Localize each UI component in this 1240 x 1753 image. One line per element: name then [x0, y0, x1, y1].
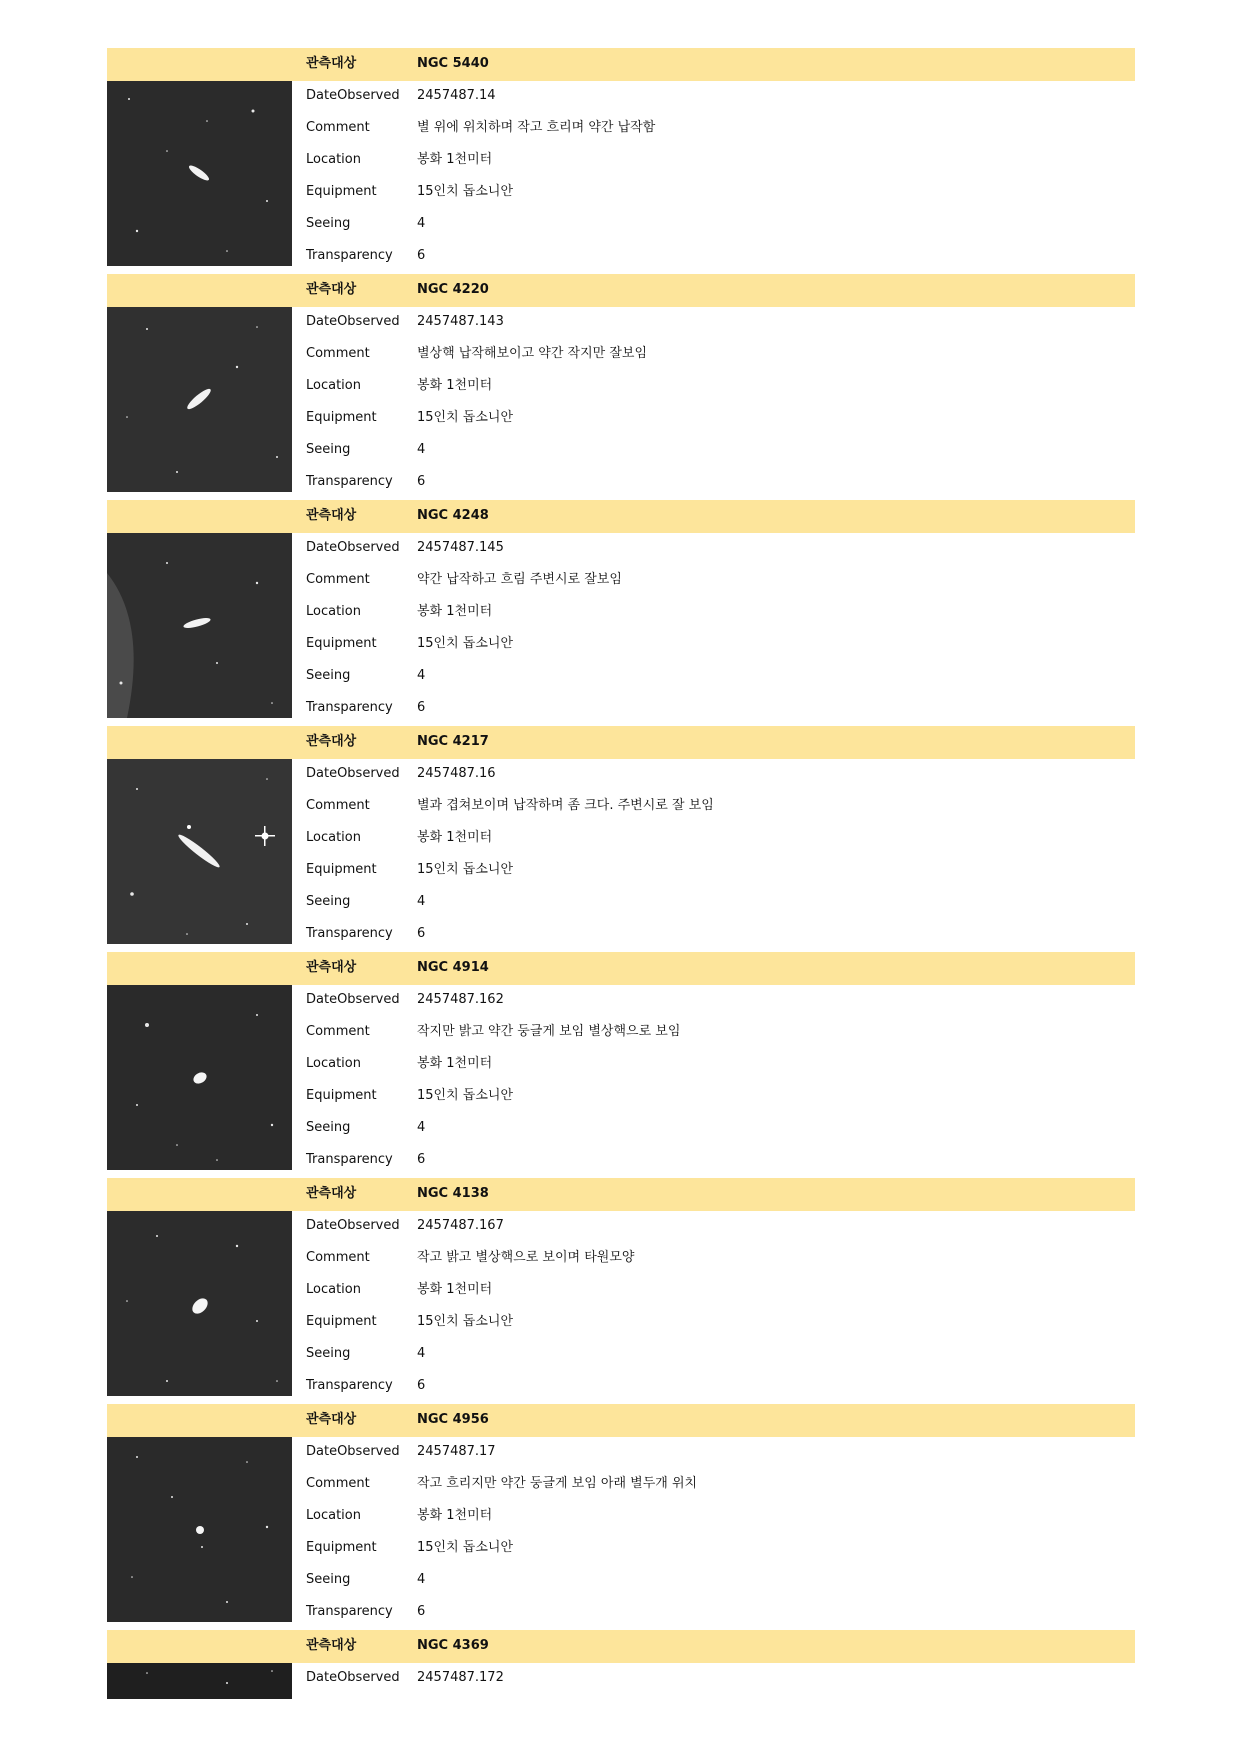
location-label: Location [306, 378, 361, 393]
date-value: 2457487.172 [417, 1670, 504, 1685]
equipment-label: Equipment [306, 862, 377, 877]
target-label: 관측대상 [306, 282, 357, 297]
comment-label: Comment [306, 1250, 370, 1265]
comment-label: Comment [306, 1476, 370, 1491]
location-label: Location [306, 1282, 361, 1297]
transparency-value: 6 [417, 1378, 426, 1393]
observation-entry [107, 952, 1135, 1178]
equipment-value: 15인치 돕소니안 [417, 1314, 514, 1329]
date-label: DateObserved [306, 1218, 400, 1233]
equipment-value: 15인치 돕소니안 [417, 1088, 514, 1103]
transparency-label: Transparency [306, 248, 393, 263]
target-name: NGC 4956 [417, 1412, 489, 1427]
seeing-value: 4 [417, 1120, 426, 1135]
seeing-label: Seeing [306, 216, 351, 231]
location-value: 봉화 1천미터 [417, 1282, 493, 1297]
equipment-label: Equipment [306, 1314, 377, 1329]
target-label: 관측대상 [306, 508, 357, 523]
galaxy-photo [107, 307, 292, 492]
target-label: 관측대상 [306, 1638, 357, 1653]
target-name: NGC 4914 [417, 960, 489, 975]
galaxy-photo [107, 1663, 292, 1699]
equipment-value: 15인치 돕소니안 [417, 410, 514, 425]
date-label: DateObserved [306, 1670, 400, 1685]
observation-entry [107, 1178, 1135, 1404]
equipment-value: 15인치 돕소니안 [417, 862, 514, 877]
transparency-label: Transparency [306, 700, 393, 715]
location-label: Location [306, 830, 361, 845]
target-label: 관측대상 [306, 734, 357, 749]
comment-value: 별 위에 위치하며 작고 흐리며 약간 납작함 [417, 120, 656, 135]
date-value: 2457487.143 [417, 314, 504, 329]
comment-value: 별상핵 납작해보이고 약간 작지만 잘보임 [417, 346, 648, 361]
equipment-label: Equipment [306, 410, 377, 425]
observation-entry [107, 1630, 1135, 1703]
equipment-value: 15인치 돕소니안 [417, 1540, 514, 1555]
location-value: 봉화 1천미터 [417, 152, 493, 167]
observation-log [107, 48, 1135, 1703]
comment-value: 작지만 밝고 약간 둥글게 보임 별상핵으로 보임 [417, 1024, 681, 1039]
observation-entry [107, 274, 1135, 500]
target-name: NGC 4220 [417, 282, 489, 297]
equipment-label: Equipment [306, 184, 377, 199]
target-label: 관측대상 [306, 56, 357, 71]
location-value: 봉화 1천미터 [417, 378, 493, 393]
galaxy-photo [107, 1211, 292, 1396]
seeing-label: Seeing [306, 442, 351, 457]
date-label: DateObserved [306, 1444, 400, 1459]
date-label: DateObserved [306, 766, 400, 781]
transparency-label: Transparency [306, 1152, 393, 1167]
equipment-label: Equipment [306, 636, 377, 651]
observation-entry [107, 48, 1135, 274]
location-label: Location [306, 1056, 361, 1071]
transparency-value: 6 [417, 700, 426, 715]
target-name: NGC 4217 [417, 734, 489, 749]
seeing-label: Seeing [306, 668, 351, 683]
seeing-label: Seeing [306, 1572, 351, 1587]
target-name: NGC 4369 [417, 1638, 489, 1653]
galaxy-photo [107, 759, 292, 944]
transparency-value: 6 [417, 1152, 426, 1167]
date-value: 2457487.17 [417, 1444, 496, 1459]
target-name: NGC 4138 [417, 1186, 489, 1201]
date-label: DateObserved [306, 314, 400, 329]
transparency-label: Transparency [306, 926, 393, 941]
date-label: DateObserved [306, 992, 400, 1007]
location-value: 봉화 1천미터 [417, 1056, 493, 1071]
seeing-value: 4 [417, 1572, 426, 1587]
comment-value: 작고 흐리지만 약간 둥글게 보임 아래 별두개 위치 [417, 1476, 698, 1491]
transparency-label: Transparency [306, 1378, 393, 1393]
seeing-label: Seeing [306, 1120, 351, 1135]
transparency-label: Transparency [306, 474, 393, 489]
galaxy-photo [107, 533, 292, 718]
comment-label: Comment [306, 572, 370, 587]
galaxy-photo [107, 81, 292, 266]
date-label: DateObserved [306, 88, 400, 103]
transparency-value: 6 [417, 1604, 426, 1619]
location-value: 봉화 1천미터 [417, 1508, 493, 1523]
observation-entry [107, 1404, 1135, 1630]
seeing-value: 4 [417, 894, 426, 909]
location-label: Location [306, 604, 361, 619]
comment-value: 약간 납작하고 흐림 주변시로 잘보임 [417, 572, 622, 587]
date-value: 2457487.167 [417, 1218, 504, 1233]
location-label: Location [306, 1508, 361, 1523]
galaxy-photo [107, 1437, 292, 1622]
location-value: 봉화 1천미터 [417, 830, 493, 845]
target-label: 관측대상 [306, 1412, 357, 1427]
observation-entry [107, 500, 1135, 726]
seeing-value: 4 [417, 668, 426, 683]
transparency-value: 6 [417, 248, 426, 263]
equipment-label: Equipment [306, 1540, 377, 1555]
target-label: 관측대상 [306, 1186, 357, 1201]
transparency-value: 6 [417, 474, 426, 489]
observation-entry [107, 726, 1135, 952]
comment-value: 별과 겹쳐보이며 납작하며 좀 크다. 주변시로 잘 보임 [417, 798, 714, 813]
comment-label: Comment [306, 1024, 370, 1039]
date-value: 2457487.162 [417, 992, 504, 1007]
comment-label: Comment [306, 346, 370, 361]
date-label: DateObserved [306, 540, 400, 555]
seeing-label: Seeing [306, 894, 351, 909]
comment-value: 작고 밝고 별상핵으로 보이며 타원모양 [417, 1250, 635, 1265]
equipment-value: 15인치 돕소니안 [417, 636, 514, 651]
seeing-label: Seeing [306, 1346, 351, 1361]
target-name: NGC 5440 [417, 56, 489, 71]
equipment-label: Equipment [306, 1088, 377, 1103]
date-value: 2457487.16 [417, 766, 496, 781]
date-value: 2457487.145 [417, 540, 504, 555]
location-value: 봉화 1천미터 [417, 604, 493, 619]
comment-label: Comment [306, 120, 370, 135]
seeing-value: 4 [417, 442, 426, 457]
date-value: 2457487.14 [417, 88, 496, 103]
galaxy-photo [107, 985, 292, 1170]
location-label: Location [306, 152, 361, 167]
seeing-value: 4 [417, 1346, 426, 1361]
target-name: NGC 4248 [417, 508, 489, 523]
comment-label: Comment [306, 798, 370, 813]
seeing-value: 4 [417, 216, 426, 231]
transparency-label: Transparency [306, 1604, 393, 1619]
transparency-value: 6 [417, 926, 426, 941]
target-label: 관측대상 [306, 960, 357, 975]
equipment-value: 15인치 돕소니안 [417, 184, 514, 199]
